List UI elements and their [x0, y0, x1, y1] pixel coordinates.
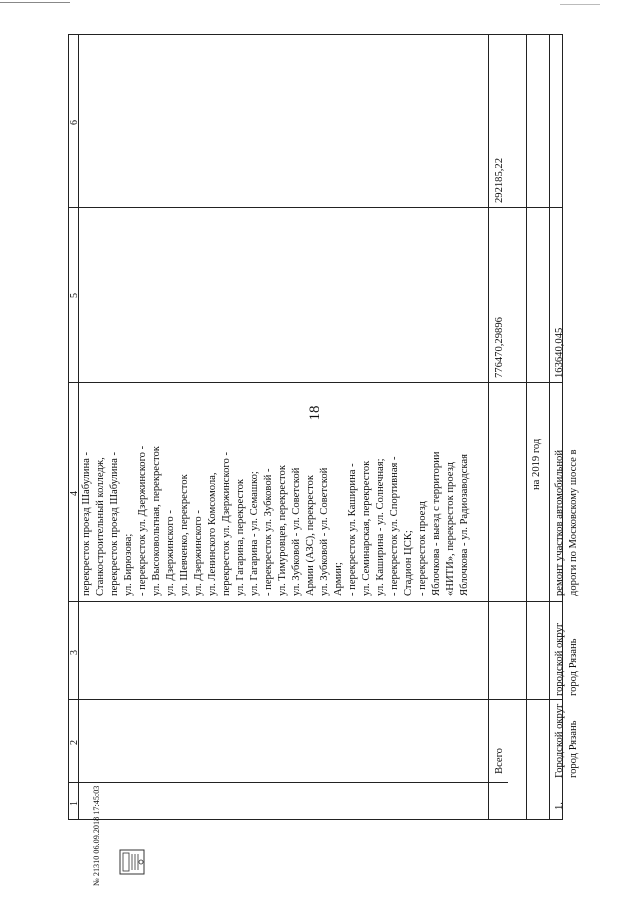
total-col6-value: 292185,22: [494, 157, 505, 203]
scan-mark-top-right: [560, 4, 600, 5]
total-label: Всего: [494, 748, 505, 774]
header-col-5: 5: [69, 293, 80, 298]
header-col-1: 1: [69, 801, 80, 806]
header-col-3: 3: [69, 650, 80, 655]
year-section-label: на 2019 год: [531, 438, 542, 490]
total-col5-value: 776470,29896: [494, 317, 505, 378]
official-stamp-icon: [118, 848, 146, 876]
header-col-2: 2: [69, 740, 80, 745]
header-col-4: 4: [69, 491, 80, 496]
row1-col5-value: 163640,045: [554, 327, 565, 378]
page-number: 18: [307, 405, 323, 421]
row1-number: 1.: [554, 802, 565, 810]
footer-doc-number: № 21310 06.09.2018 17:45:03: [92, 785, 101, 886]
header-col-6: 6: [69, 120, 80, 125]
scan-mark-top: [0, 2, 70, 3]
